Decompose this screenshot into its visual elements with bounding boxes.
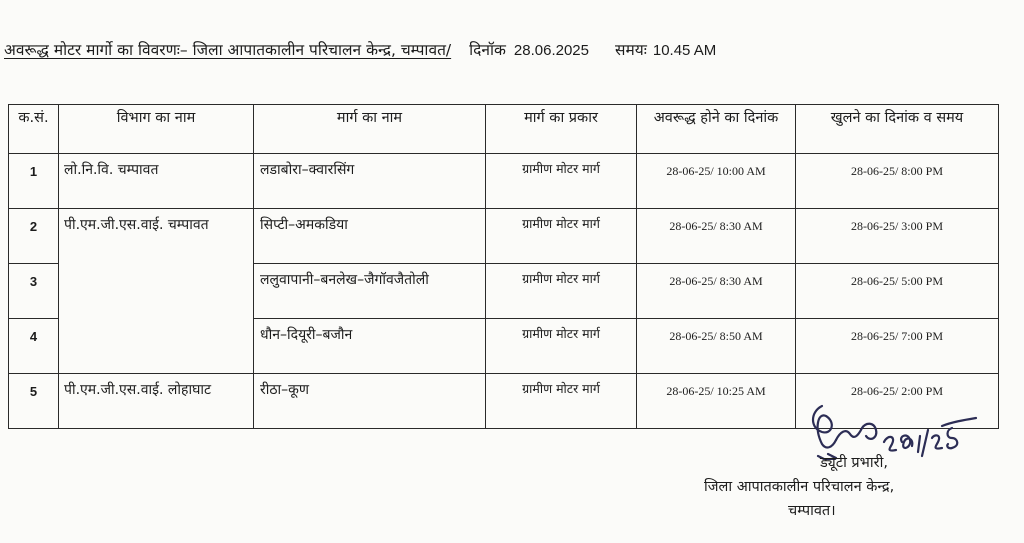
blocked-datetime: 28-06-25/ 8:30 AM xyxy=(637,209,796,264)
column-header-route-type: मार्ग का प्रकार xyxy=(486,105,637,154)
column-header-opened-date: खुलने का दिनांक व समय xyxy=(796,105,999,154)
blocked-datetime: 28-06-25/ 8:30 AM xyxy=(637,264,796,319)
place-name: चम्पावत। xyxy=(788,503,836,519)
opened-datetime: 28-06-25/ 7:00 PM xyxy=(796,319,999,374)
serial-number: 4 xyxy=(9,319,59,374)
duty-officer-role: ड्यूटी प्रभारी, xyxy=(820,455,888,471)
blocked-datetime: 28-06-25/ 10:00 AM xyxy=(637,154,796,209)
table-header-row xyxy=(9,105,999,154)
opened-datetime: 28-06-25/ 3:00 PM xyxy=(796,209,999,264)
opened-datetime: 28-06-25/ 8:00 PM xyxy=(796,154,999,209)
blocked-datetime: 28-06-25/ 10:25 AM xyxy=(637,374,796,429)
route-name: लडाबोरा–क्वारसिंग xyxy=(254,154,486,209)
table-row xyxy=(9,209,999,264)
serial-number: 3 xyxy=(9,264,59,319)
route-type: ग्रामीण मोटर मार्ग xyxy=(486,209,637,264)
serial-number: 5 xyxy=(9,374,59,429)
route-name: धौन–दियूरी–बजौन xyxy=(254,319,486,374)
serial-number: 2 xyxy=(9,209,59,264)
document-title: अवरूद्ध मोटर मार्गो का विवरणः– जिला आपातकालीन परिचालन केन्द्र, चम्पावत/ xyxy=(4,41,452,59)
column-header-blocked-date: अवरूद्ध होने का दिनांक xyxy=(637,105,796,154)
organization-name: जिला आपातकालीन परिचालन केन्द्र, xyxy=(704,479,895,495)
route-name: सिप्टी–अमकडिया xyxy=(254,209,486,264)
document-header xyxy=(4,40,924,61)
opened-datetime: 28-06-25/ 5:00 PM xyxy=(796,264,999,319)
blocked-datetime: 28-06-25/ 8:50 AM xyxy=(637,319,796,374)
handwritten-signature xyxy=(792,398,992,460)
column-header-department: विभाग का नाम xyxy=(59,105,254,154)
column-header-route: मार्ग का नाम xyxy=(254,105,486,154)
time-value: 10.45 AM xyxy=(652,42,717,59)
blocked-roads-table xyxy=(8,104,999,429)
table-row xyxy=(9,154,999,209)
route-type: ग्रामीण मोटर मार्ग xyxy=(486,154,637,209)
opened-datetime: 28-06-25/ 2:00 PM xyxy=(796,374,999,429)
route-name: ललुवापानी–बनलेख–जैगॉवजैतोली xyxy=(254,264,486,319)
route-type: ग्रामीण मोटर मार्ग xyxy=(486,374,637,429)
department-name: पी.एम.जी.एस.वाई. लोहाघाट xyxy=(59,374,254,429)
column-header-sn: क.सं. xyxy=(9,105,59,154)
signature-block xyxy=(690,398,990,543)
route-type: ग्रामीण मोटर मार्ग xyxy=(486,319,637,374)
date-label: दिनॉक xyxy=(469,41,506,59)
time-label: समयः xyxy=(614,41,647,59)
department-name: पी.एम.जी.एस.वाई. चम्पावत xyxy=(59,209,254,374)
route-name: रीठा–कूण xyxy=(254,374,486,429)
department-name: लो.नि.वि. चम्पावत xyxy=(59,154,254,209)
serial-number: 1 xyxy=(9,154,59,209)
date-value: 28.06.2025 xyxy=(513,42,589,59)
route-type: ग्रामीण मोटर मार्ग xyxy=(486,264,637,319)
